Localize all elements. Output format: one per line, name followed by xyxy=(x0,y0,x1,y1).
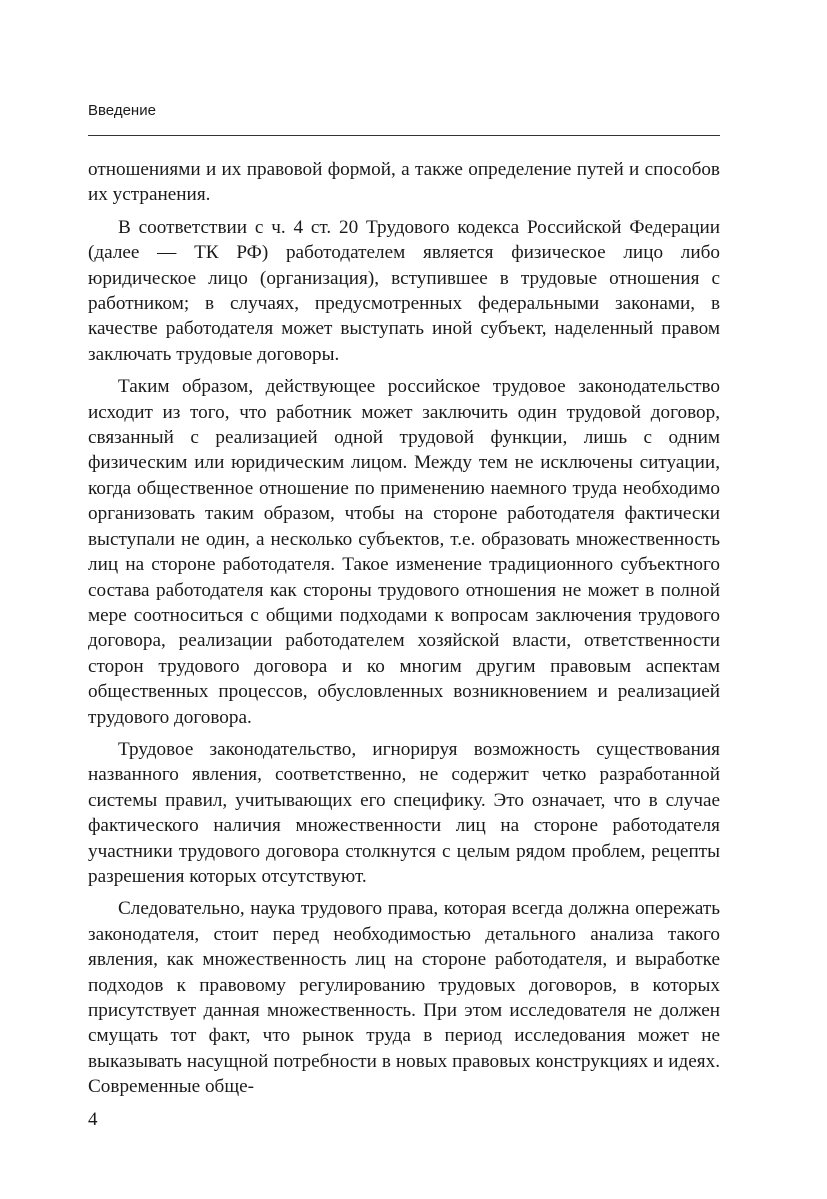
paragraph-1: отношениями и их правовой формой, а также определение путей и способов их устранения. xyxy=(88,159,720,206)
main-text xyxy=(88,157,720,1107)
paragraph-3: Таким образом, действующее российское трудовое законодательство исходит из того, что работник может заключить один трудовой договор, связанный с реализацией одной трудовой функции, лишь с одним физическим или юридическим лицом. Между тем не исключены ситуации, когда общественное отношение по применению наемного труда необходимо организовать таким образом, чтобы на стороне работодателя фактически выступали не один, а несколько субъектов, т.е. образовать множественность лиц на стороне работодателя. Такое изменение традиционного субъектного состава работодателя как стороны трудового отношения не может в полной мере соотноситься с общими подходами к вопросам заключения трудового договора, реализации работодателем хозяйской власти, ответственности сторон трудового договора и ко многим другим правовым аспектам общественных процессов, обусловленных возникновением и реализацией трудового договора. xyxy=(88,376,720,728)
header-divider xyxy=(88,135,720,136)
paragraph-4: Трудовое законодательство, игнорируя возможность существования названного явления, соответственно, не содержит четко разработанной системы правил, учитывающих его специфику. Это означает, что в случае фактического наличия множественности лиц на стороне работодателя участники трудового договора столкнутся с целым рядом проблем, рецепты разрешения которых отсутствуют. xyxy=(88,738,720,887)
running-head-title: Введение xyxy=(88,102,156,119)
page-number: 4 xyxy=(88,1109,98,1130)
paragraph-2: В соответствии с ч. 4 ст. 20 Трудового кодекса Российской Федерации (далее — ТК РФ) работодателем является физическое лицо либо юридическое лицо (организация), вступившее в трудовые отношения с работником; в случаях, предусмотренных федеральными законами, в качестве работодателя может выступать иной субъект, наделенный правом заключать трудовые договоры. xyxy=(88,216,720,365)
paragraph-5: Следовательно, наука трудового права, которая всегда должна опережать законодателя, стоит перед необходимостью детального анализа такого явления, как множественность лиц на стороне работодателя, и выработке подходов к правовому регулированию трудовых договоров, в которых присутствует данная множественность. При этом исследователя не должен смущать тот факт, что рынок труда в период исследования может не выказывать насущной потребности в новых правовых конструкциях и идеях. Современные обще- xyxy=(88,898,720,1098)
